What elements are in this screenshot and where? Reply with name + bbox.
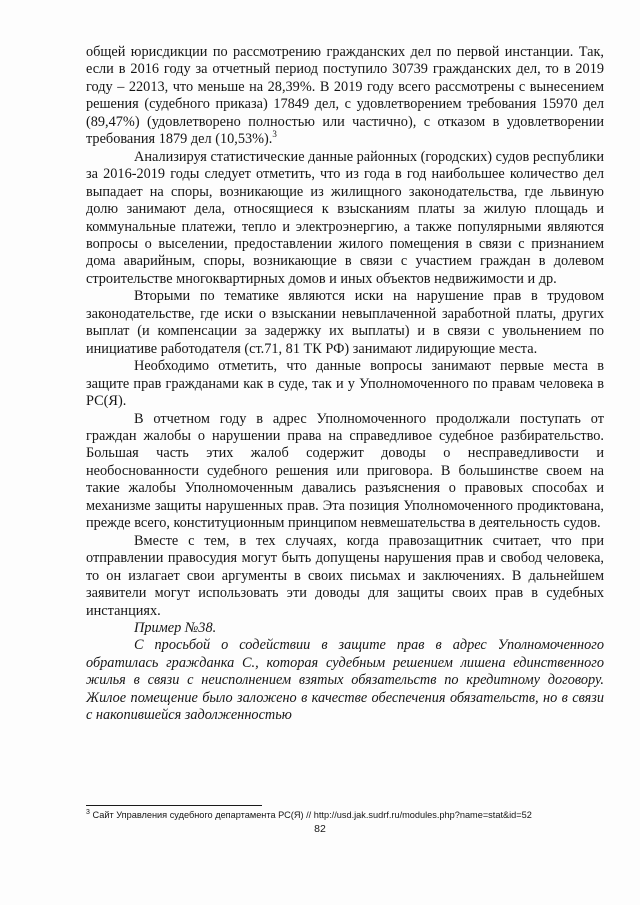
footnote-marker: 3	[86, 808, 90, 816]
paragraph: Вместе с тем, в тех случаях, когда правозащитник считает, что при отправлении правосудия могут быть допущены нарушения прав и свобод человека, то он излагает свои аргументы в своих письмах и заключениях. В дальнейшем заявители могут использовать эти доводы для защиты своих прав в судебных инстанциях.	[86, 532, 604, 619]
body-text	[86, 44, 604, 725]
paragraph-text: общей юрисдикции по рассмотрению гражданских дел по первой инстанции. Так, если в 2016 году за отчетный период поступило 30739 гражданских дел, то в 2019 году – 22013, что меньше на 28,39%. В 2019 году всего рассмотрены с вынесением решения (судебного приказа) 17849 дел, с удовлетворением требования 15970 дел (89,47%) (удовлетворено полностью или частично), с отказом в удовлетворении требования 1879 дел (10,53%).	[86, 44, 604, 148]
paragraph	[86, 44, 604, 149]
example-paragraph: С просьбой о содействии в защите прав в адрес Уполномоченного обратилась гражданка С., которая судебным решением лишена единственного жилья в связи с неисполнением взятых обязательств по кредитному договору. Жилое помещение было заложено в качестве обеспечения обязательств, но в связи с накопившейся задолженностью	[86, 637, 604, 724]
example-heading: Пример №38.	[134, 619, 217, 636]
paragraph: Необходимо отметить, что данные вопросы занимают первые места в защите прав гражданами как в суде, так и у Уполномоченного по правам человека в РС(Я).	[86, 358, 604, 410]
paragraph: Вторыми по тематике являются иски на нарушение прав в трудовом законодательстве, где иски о взыскании невыплаченной заработной платы, других выплат (и компенсации за задержку их выплаты) и в связи с увольнением по инициативе работодателя (ст.71, 81 ТК РФ) занимают лидирующие места.	[86, 288, 604, 357]
paragraph: Анализируя статистические данные районных (городских) судов республики за 2016-2019 годы следует отметить, что из года в год наибольшее количество дел выпадает на споры, возникающие из жилищного законодательства, где львиную долю занимают дела, относящиеся к взысканиям платы за жилую площадь и коммунальные платежи, тепло и электроэнергию, а также популярными являются вопросы о выселении, предоставлении жилого помещения в связи с признанием дома аварийным, споры, возникающие в связи с участием граждан в долевом строительстве многоквартирных домов и иных объектов недвижимости и др.	[86, 148, 604, 287]
footnote	[86, 809, 604, 821]
page-number: 82	[314, 823, 326, 835]
footnote-reference[interactable]: 3	[272, 129, 277, 140]
footnote-divider	[86, 805, 262, 806]
footnote-text[interactable]: Сайт Управления судебного департамента РС(Я) // http://usd.jak.sudrf.ru/modules.php?name=stat&id=52	[92, 810, 532, 820]
paragraph: В отчетном году в адрес Уполномоченного продолжали поступать от граждан жалобы о нарушении права на справедливое судебное разбирательство. Большая часть этих жалоб содержит доводы о несправедливости и необоснованности судебного решения или приговора. В большинстве своем на такие жалобы Уполномоченным давались разъяснения о правовых способах и механизме защиты нарушенных прав. Эта позиция Уполномоченного продиктована, прежде всего, конституционным принципом невмешательства в деятельность судов.	[86, 410, 604, 532]
